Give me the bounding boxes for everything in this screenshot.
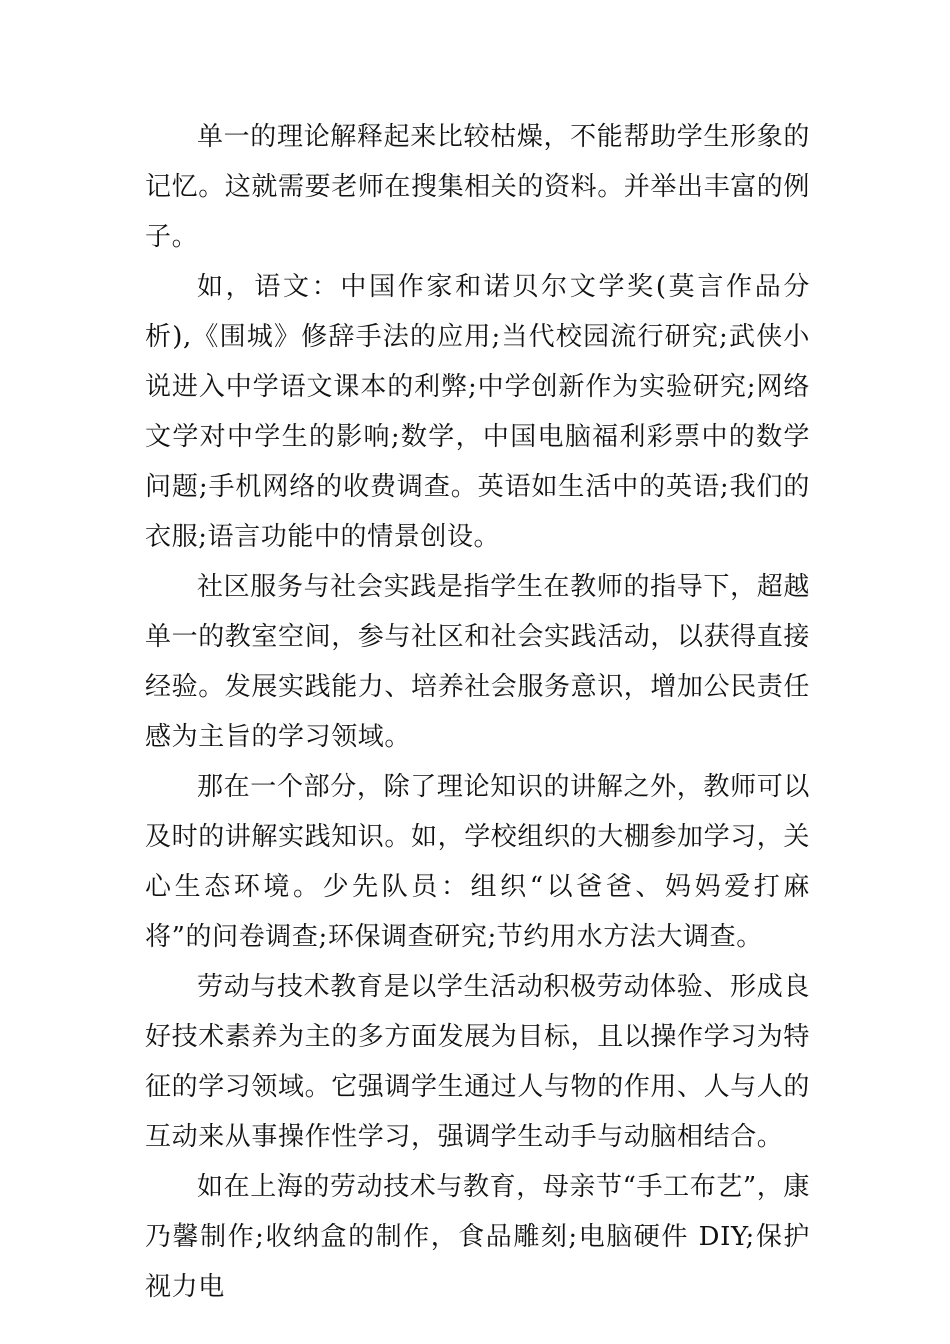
- paragraph-6: 如在上海的劳动技术与教育，母亲节“手工布艺”，康乃馨制作;收纳盒的制作，食品雕刻;电脑硬件 DIY;保护视力电: [145, 1172, 810, 1302]
- document-body: [145, 112, 810, 1312]
- paragraph-5: 劳动与技术教育是以学生活动积极劳动体验、形成良好技术素养为主的多方面发展为目标，且以操作学习为特征的学习领域。它强调学生通过人与物的作用、人与人的互动来从事操作性学习，强调学生动手与动脑相结合。: [145, 972, 811, 1152]
- paragraph-2: 如，语文：中国作家和诺贝尔文学奖(莫言作品分析),《围城》修辞手法的应用;当代校园流行研究;武侠小说进入中学语文课本的利弊;中学创新作为实验研究;网络文学对中学生的影响;数学，中国电脑福利彩票中的数学问题;手机网络的收费调查。英语如生活中的英语;我们的衣服;语言功能中的情景创设。: [145, 272, 810, 552]
- paragraph-1: 单一的理论解释起来比较枯燥，不能帮助学生形象的记忆。这就需要老师在搜集相关的资料。并举出丰富的例子。: [145, 122, 811, 252]
- paragraph-3: 社区服务与社会实践是指学生在教师的指导下，超越单一的教室空间，参与社区和社会实践活动，以获得直接经验。发展实践能力、培养社会服务意识，增加公民责任感为主旨的学习领域。: [145, 572, 811, 752]
- paragraph-4: 那在一个部分，除了理论知识的讲解之外，教师可以及时的讲解实践知识。如，学校组织的大棚参加学习，关心生态环境。少先队员：组织“以爸爸、妈妈爱打麻将”的问卷调查;环保调查研究;节约用水方法大调查。: [145, 772, 811, 952]
